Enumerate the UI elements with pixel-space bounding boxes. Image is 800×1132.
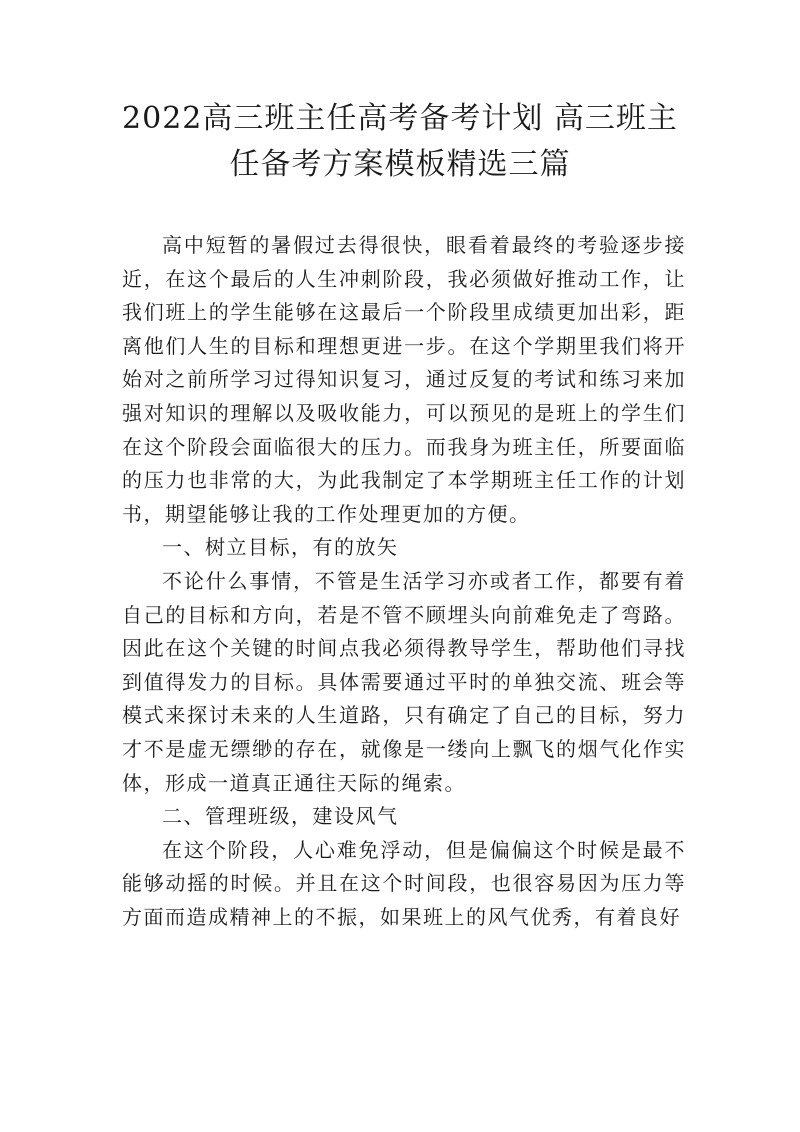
intro-paragraph: 高中短暂的暑假过去得很快，眼看着最终的考验逐步接近，在这个最后的人生冲刺阶段，我必须做好推动工作，让我们班上的学生能够在这最后一个阶段里成绩更加出彩，距离他们人生的目标和理想更进一步。在这个学期里我们将开始对之前所学习过得知识复习，通过反复的考试和练习来加强对知识的理解以及吸收能力，可以预见的是班上的学生们在这个阶段会面临很大的压力。而我身为班主任，所要面临的压力也非常的大，为此我制定了本学期班主任工作的计划书，期望能够让我的工作处理更加的方便。 [122, 233, 686, 526]
section-2-paragraph: 在这个阶段，人心难免浮动，但是偏偏这个时候是最不能够动摇的时候。并且在这个时间段，也很容易因为压力等方面而造成精神上的不振，如果班上的风气优秀，有着良好 [122, 837, 686, 929]
document-title: 2022高三班主任高考备考计划 高三班主任备考方案模板精选三篇 [122, 101, 678, 182]
section-heading-1: 一、树立目标，有的放矢 [162, 535, 399, 560]
document-body [122, 229, 686, 934]
section-heading-2: 二、管理班级，建设风气 [162, 804, 399, 829]
section-1-paragraph: 不论什么事情，不管是生活学习亦或者工作，都要有着自己的目标和方向，若是不管不顾埋头向前难免走了弯路。因此在这个关键的时间点我必须得教导学生，帮助他们寻找到值得发力的目标。具体需要通过平时的单独交流、班会等模式来探讨未来的人生道路，只有确定了自己的目标，努力才不是虚无缥缈的存在，就像是一缕向上飘飞的烟气化作实体，形成一道真正通往天际的绳索。 [122, 568, 686, 795]
